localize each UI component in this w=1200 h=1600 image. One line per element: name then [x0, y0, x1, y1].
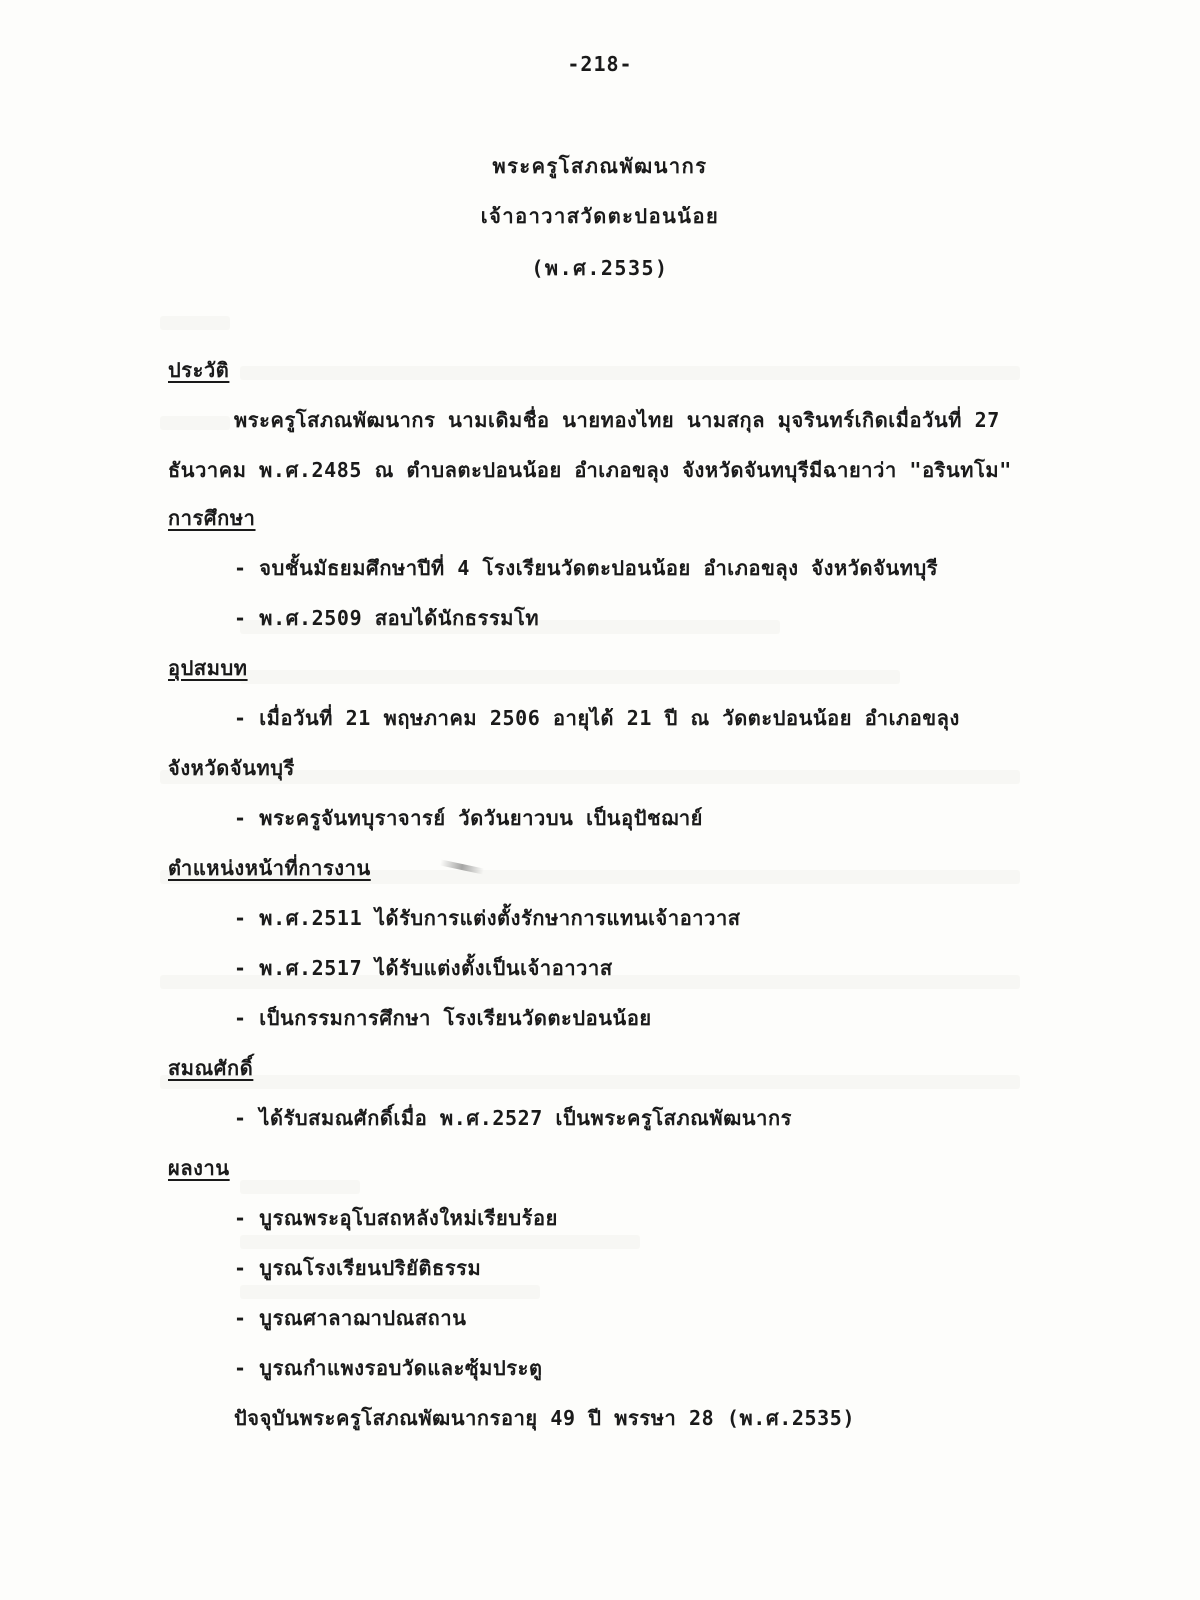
- title-year: (พ.ศ.2535): [531, 256, 669, 280]
- education-item: - พ.ศ.2509 สอบได้นักธรรมโท: [234, 606, 540, 630]
- ordination-line-1: - เมื่อวันที่ 21 พฤษภาคม 2506 อายุได้ 21 ปี ณ วัดตะปอนน้อย อำเภอขลุง: [234, 706, 960, 730]
- biography-line-1: พระครูโสภณพัฒนากร นามเดิมชื่อ นายทองไทย นามสกุล มุจรินทร์เกิดเมื่อวันที่ 27: [234, 408, 1000, 432]
- heading-rank: สมณศักดิ์: [168, 1056, 254, 1080]
- title-name: พระครูโสภณพัฒนากร: [492, 154, 708, 178]
- position-item: - เป็นกรรมการศึกษา โรงเรียนวัดตะปอนน้อย: [234, 1006, 652, 1030]
- title-position: เจ้าอาวาสวัดตะปอนน้อย: [480, 204, 720, 228]
- rank-item: - ได้รับสมณศักดิ์เมื่อ พ.ศ.2527 เป็นพระครูโสภณพัฒนากร: [234, 1106, 793, 1130]
- biography-line-2: ธันวาคม พ.ศ.2485 ณ ตำบลตะปอนน้อย อำเภอขลุง จังหวัดจันทบุรีมีฉายาว่า "อรินทโม": [168, 458, 1012, 482]
- ordination-line-3: - พระครูจันทบุราจารย์ วัดวันยาวบน เป็นอุปัชฌาย์: [234, 806, 703, 830]
- position-item: - พ.ศ.2517 ได้รับแต่งตั้งเป็นเจ้าอาวาส: [234, 956, 613, 980]
- position-item: - พ.ศ.2511 ได้รับการแต่งตั้งรักษาการแทนเจ้าอาวาส: [234, 906, 741, 930]
- heading-education: การศึกษา: [168, 506, 256, 530]
- heading-positions: ตำแหน่งหน้าที่การงาน: [168, 856, 371, 880]
- show-through-mark: [240, 1235, 640, 1249]
- heading-works: ผลงาน: [168, 1156, 230, 1180]
- education-item: - จบชั้นมัธยมศึกษาปีที่ 4 โรงเรียนวัดตะปอนน้อย อำเภอขลุง จังหวัดจันทบุรี: [234, 556, 939, 580]
- works-item: - บูรณกำแพงรอบวัดและซุ้มประตู: [234, 1356, 543, 1380]
- heading-ordination: อุปสมบท: [168, 656, 248, 680]
- show-through-mark: [160, 416, 230, 430]
- closing-line: ปัจจุบันพระครูโสภณพัฒนากรอายุ 49 ปี พรรษา 28 (พ.ศ.2535): [234, 1406, 856, 1430]
- works-item: - บูรณศาลาฌาปณสถาน: [234, 1306, 467, 1330]
- heading-biography: ประวัติ: [168, 358, 230, 382]
- show-through-mark: [240, 670, 900, 684]
- works-item: - บูรณพระอุโบสถหลังใหม่เรียบร้อย: [234, 1206, 558, 1230]
- show-through-mark: [240, 366, 1020, 380]
- show-through-mark: [240, 1180, 360, 1194]
- ordination-line-2: จังหวัดจันทบุรี: [168, 756, 295, 780]
- show-through-mark: [240, 1285, 540, 1299]
- works-item: - บูรณโรงเรียนปริยัติธรรม: [234, 1256, 482, 1280]
- page-number: -218-: [567, 52, 633, 76]
- show-through-mark: [160, 316, 230, 330]
- show-through-mark: [160, 1075, 1020, 1089]
